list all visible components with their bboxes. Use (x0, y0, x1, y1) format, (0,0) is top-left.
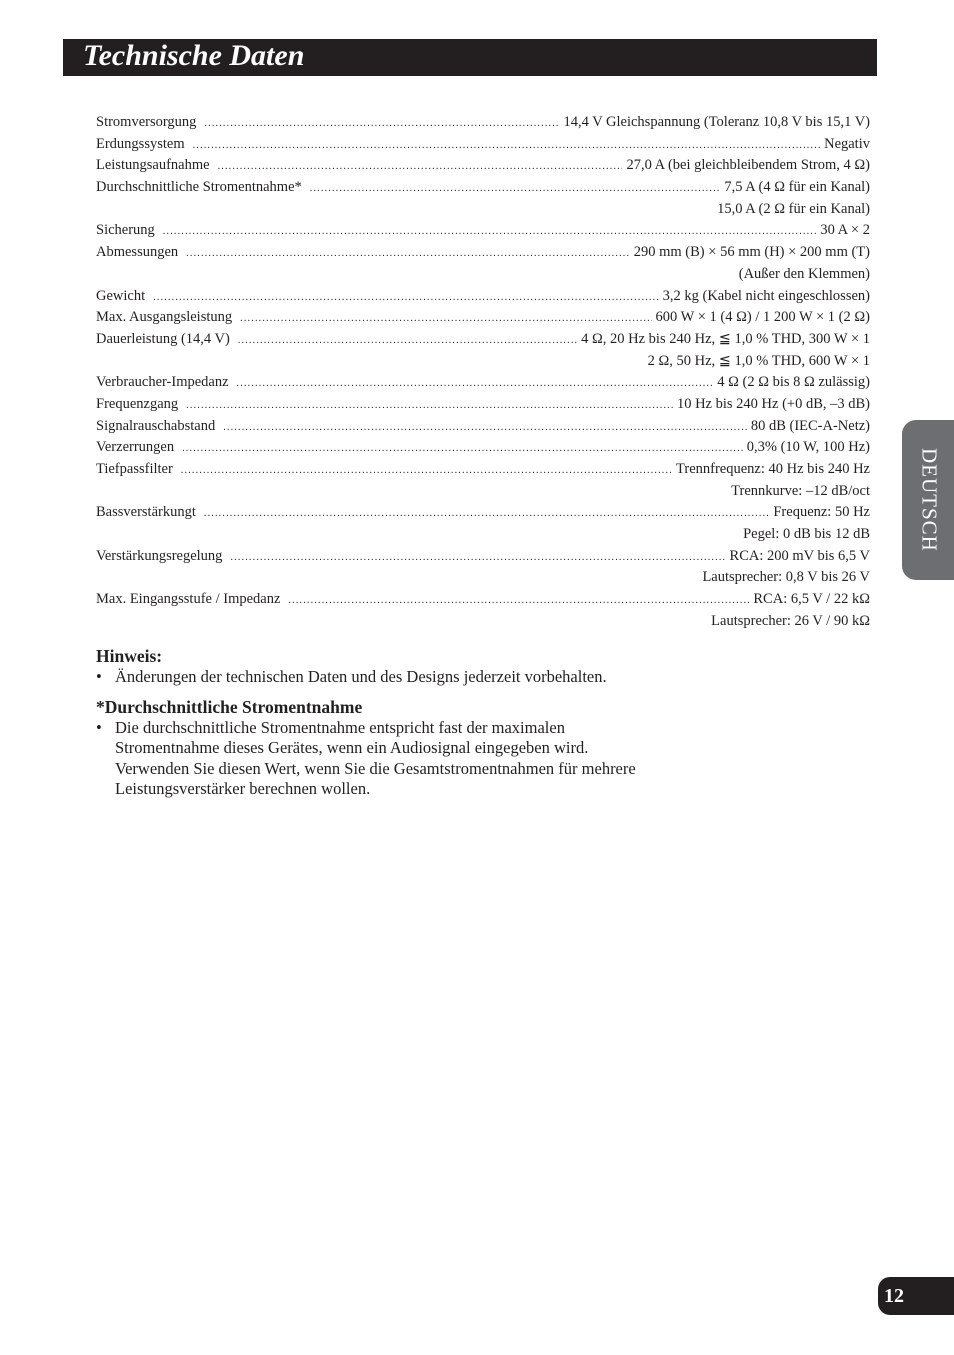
dot-leader (237, 373, 714, 395)
spec-row (96, 177, 870, 199)
spec-label: Signalrauschabstand (96, 417, 216, 434)
spec-value: 80 dB (IEC-A-Netz) (750, 417, 870, 434)
spec-row (96, 112, 870, 134)
spec-label: Durchschnittliche Stromentnahme* (96, 179, 302, 196)
language-tab-label: DEUTSCH (917, 448, 942, 552)
spec-value: Trennfrequenz: 40 Hz bis 240 Hz (676, 461, 870, 477)
spec-value: 290 mm (B) × 56 mm (H) × 200 mm (T) (633, 244, 870, 261)
spec-row (96, 546, 870, 568)
dot-leader (204, 113, 559, 135)
spec-value: 7,5 A (4 Ω für ein Kanal) (724, 179, 870, 196)
spec-row (96, 286, 870, 308)
dot-leader (163, 221, 817, 243)
spec-value: RCA: 200 mV bis 6,5 V (729, 547, 870, 564)
spec-label: Frequenzgang (96, 395, 179, 412)
spec-row (96, 155, 870, 177)
stromentnahme-text (115, 718, 796, 800)
spec-value: 3,2 kg (Kabel nicht eingeschlossen) (662, 287, 870, 304)
dot-leader (182, 438, 743, 460)
spec-row (96, 394, 870, 416)
page-number-box (878, 1277, 954, 1315)
spec-label: Tiefpassfilter (96, 461, 173, 477)
spec-value: 4 Ω (2 Ω bis 8 Ω zulässig) (717, 374, 870, 391)
dot-leader (238, 330, 577, 352)
spec-row-continued (96, 264, 870, 286)
spec-list (96, 112, 870, 633)
notes-section (96, 645, 796, 800)
spec-label: Max. Eingangsstufe / Impedanz (96, 591, 281, 608)
spec-label: Gewicht (96, 287, 146, 304)
spec-row (96, 416, 870, 438)
spec-label: Verbraucher-Impedanz (96, 374, 229, 391)
stromentnahme-line: Leistungsverstärker berechnen wollen. (115, 779, 371, 799)
hinweis-text: Änderungen der technischen Daten und des Designs jederzeit vorbehalten. (115, 667, 607, 686)
spec-value: 0,3% (10 W, 100 Hz) (746, 439, 870, 456)
hinweis-heading: Hinweis: (96, 646, 163, 666)
dot-leader (223, 417, 747, 439)
dot-leader (310, 178, 721, 200)
spec-value: Negativ (824, 135, 870, 152)
spec-value: 27,0 A (bei gleichbleibendem Strom, 4 Ω) (626, 157, 870, 174)
spec-row-continued (96, 481, 870, 503)
spec-label: Sicherung (96, 222, 155, 239)
bullet-glyph: • (96, 667, 102, 686)
spec-label: Verzerrungen (96, 439, 175, 456)
dot-leader (193, 135, 820, 157)
spec-value-continued: Lautsprecher: 26 V / 90 kΩ (711, 612, 870, 629)
spec-value-continued: Pegel: 0 dB bis 12 dB (743, 526, 870, 543)
dot-leader (240, 308, 651, 330)
language-tab (902, 420, 954, 580)
spec-label: Stromversorgung (96, 114, 197, 130)
spec-row (96, 134, 870, 156)
hinweis-item (96, 667, 796, 688)
spec-label: Dauerleistung (14,4 V) (96, 330, 230, 347)
spec-value: 30 A × 2 (820, 222, 870, 239)
spec-row (96, 242, 870, 264)
dot-leader (288, 590, 749, 612)
spec-label: Abmessungen (96, 244, 179, 261)
spec-row-continued (96, 611, 870, 633)
spec-row-continued (96, 524, 870, 546)
spec-row (96, 220, 870, 242)
title-bar (63, 39, 877, 76)
page-title: Technische Daten (83, 39, 305, 72)
spec-value-continued: 15,0 A (2 Ω für ein Kanal) (717, 200, 870, 217)
spec-value: 10 Hz bis 240 Hz (+0 dB, –3 dB) (676, 395, 870, 412)
bullet-glyph: • (96, 717, 102, 737)
spec-label: Verstärkungsregelung (96, 547, 223, 564)
spec-row (96, 307, 870, 329)
stromentnahme-line: Verwenden Sie diesen Wert, wenn Sie die Gesamtstromentnahmen für mehrere (115, 758, 636, 778)
spec-row-continued (96, 199, 870, 221)
spec-row (96, 372, 870, 394)
stromentnahme-heading: *Durchschnittliche Stromentnahme (96, 696, 363, 717)
spec-value: Frequenz: 50 Hz (773, 504, 870, 521)
dot-leader (153, 287, 658, 309)
spec-row (96, 437, 870, 459)
page-number: 12 (884, 1284, 904, 1307)
spec-value: 14,4 V Gleichspannung (Toleranz 10,8 V bis 15,1 V) (563, 114, 870, 130)
spec-row (96, 329, 870, 351)
dot-leader (186, 243, 630, 265)
spec-row-continued (96, 567, 870, 589)
spec-value-continued: 2 Ω, 50 Hz, ≦ 1,0 % THD, 600 W × 1 (647, 352, 870, 369)
dot-leader (186, 395, 673, 417)
spec-label: Max. Ausgangsleistung (96, 309, 233, 326)
spec-value: RCA: 6,5 V / 22 kΩ (753, 591, 870, 608)
stromentnahme-item (96, 718, 796, 800)
spec-value-continued: Lautsprecher: 0,8 V bis 26 V (702, 569, 870, 586)
spec-label: Erdungssystem (96, 135, 185, 152)
stromentnahme-line: Stromentnahme dieses Gerätes, wenn ein Audiosignal eingegeben wird. (115, 738, 589, 758)
spec-value: 600 W × 1 (4 Ω) / 1 200 W × 1 (2 Ω) (655, 309, 870, 326)
dot-leader (230, 547, 725, 569)
spec-value-continued: (Außer den Klemmen) (738, 265, 870, 282)
spec-row (96, 502, 870, 524)
dot-leader (181, 460, 672, 482)
stromentnahme-line: Die durchschnittliche Stromentnahme entspricht fast der maximalen (115, 717, 565, 737)
dot-leader (218, 156, 623, 178)
dot-leader (204, 503, 769, 525)
spec-row (96, 589, 870, 611)
spec-row-continued (96, 351, 870, 373)
spec-row (96, 459, 870, 481)
spec-value-continued: Trennkurve: –12 dB/oct (731, 482, 870, 499)
spec-value: 4 Ω, 20 Hz bis 240 Hz, ≦ 1,0 % THD, 300 W × 1 (581, 330, 870, 347)
spec-label: Bassverstärkungt (96, 504, 196, 521)
spec-label: Leistungsaufnahme (96, 157, 210, 174)
